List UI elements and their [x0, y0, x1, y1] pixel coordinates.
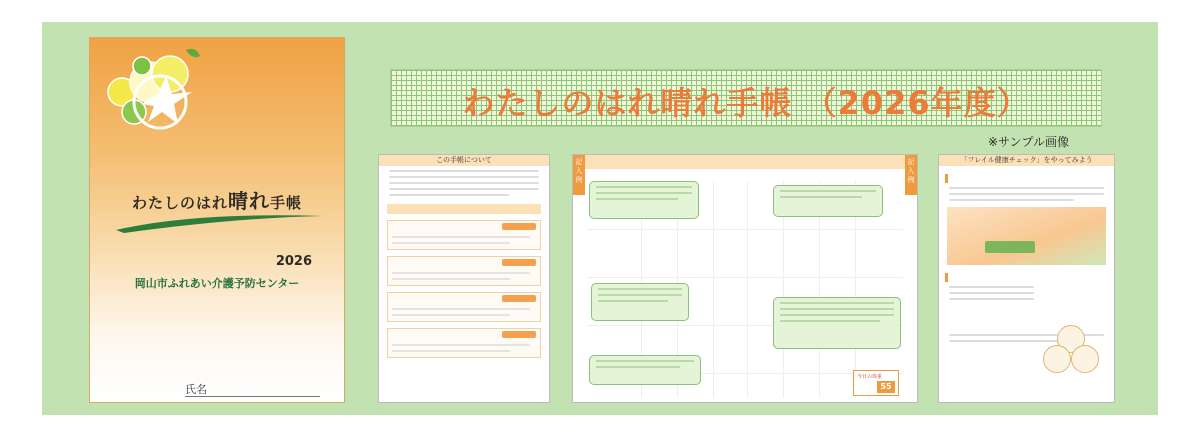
sun-bird-logo-icon	[100, 42, 210, 152]
brush-swash-icon	[114, 210, 324, 234]
sample-note: ※サンプル画像	[988, 135, 1069, 149]
cover-title: わたしのはれ晴れ手帳	[131, 189, 303, 213]
section-heading	[945, 273, 1108, 282]
cover-year: 2026	[275, 254, 312, 269]
name-line	[185, 396, 320, 397]
note-bubble	[591, 283, 689, 321]
text-line	[949, 340, 1074, 342]
grid-line	[747, 181, 748, 398]
name-label: 氏名	[185, 383, 207, 396]
frailty-illustration	[947, 207, 1106, 265]
text-line	[949, 187, 1104, 189]
sample-page-frailty	[938, 154, 1115, 403]
text-line	[389, 182, 539, 184]
text-line	[389, 176, 539, 178]
text-line	[949, 193, 1104, 195]
example-tab-right: 記入例	[905, 155, 917, 195]
about-header: この手帳について	[379, 155, 549, 166]
sample-page-about	[378, 154, 550, 403]
list-item	[387, 220, 541, 250]
grid-line	[587, 229, 903, 230]
venn-circle	[1071, 345, 1099, 373]
daily-weight-label: 今日の体重	[857, 374, 883, 380]
note-bubble	[773, 297, 901, 349]
sample-page-calendar	[572, 154, 918, 403]
banner-title: わたしのはれ晴れ手帳 （2026年度）	[462, 84, 1030, 122]
daily-weight-value: 55	[877, 381, 895, 393]
text-line	[949, 286, 1034, 288]
cover-organization: 岡山市ふれあい介護予防センター	[134, 277, 300, 290]
title-banner	[390, 69, 1102, 127]
notebook-cover	[89, 37, 345, 403]
grid-line	[713, 181, 714, 398]
text-line	[389, 188, 539, 190]
text-line	[949, 298, 1034, 300]
list-item	[387, 328, 541, 358]
list-item	[387, 256, 541, 286]
text-line	[389, 170, 539, 172]
venn-circle	[1043, 345, 1071, 373]
section-heading	[945, 174, 1108, 183]
note-bubble	[773, 185, 883, 217]
text-line	[949, 199, 1074, 201]
section-bar	[387, 204, 541, 214]
calendar-topbar	[573, 155, 917, 169]
example-tab-left: 記入例	[573, 155, 585, 195]
grid-line	[587, 277, 903, 278]
list-item	[387, 292, 541, 322]
note-bubble	[589, 355, 701, 385]
text-line	[389, 194, 509, 196]
text-line	[949, 292, 1034, 294]
note-bubble	[589, 181, 699, 219]
frailty-header: 「フレイル健康チェック」をやってみよう	[939, 155, 1114, 166]
daily-weight-box	[853, 370, 899, 396]
